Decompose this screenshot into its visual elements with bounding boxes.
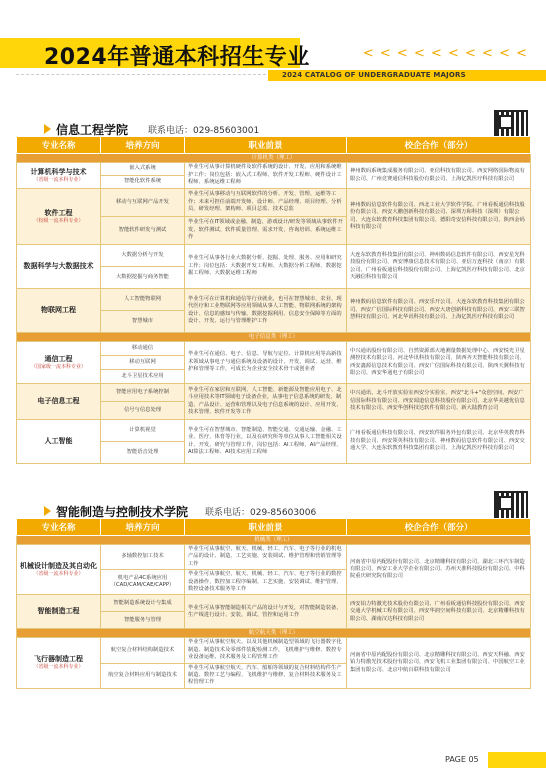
divider [16,74,266,75]
direction: 大数据挖掘与商务智能 [101,267,185,289]
career-prospects: 毕业生可从事航空航天、汽车、船舶等领域的复合材料结构件生产制造、数控工艺与编程、飞机维护与维修、复合材料技术服务及工程管理工作 [185,663,347,688]
career-prospects: 毕业生可在IT领域或金融、制造、游戏设计/研发等领域从事软件开发、软件测试、软件质量管理、需求开发、咨询培训、系统运维工作 [185,217,347,245]
direction: 北斗卫星技术应用 [101,370,185,384]
major-name: 计算机科学与技术 （省级一流本科专业） [17,163,101,189]
section-marker-icon [44,124,51,134]
career-prospects: 毕业生可从事计算机硬件及软件系统的设计、开发、应用和系统维护工作；岗位包括：嵌入式工程师、软件开发工程师、硬件设计工程师、系统运维工程师 [185,163,347,189]
major-name: 软件工程 （校级一流本科专业） [17,189,101,245]
direction: 计算机视觉 [101,420,185,442]
direction: 多轴数控加工技术 [101,545,185,570]
partners: 中兴通讯、北斗开放实验室西安分实验室、西安"北斗+"众创空间、西安广信国际科技有限公司、西安闻道信息科技股份有限公司、北京华美越优信息技术有限公司、西安华创科技达软件有限公司、新大陆教育公司 [347,384,531,420]
col-header: 专业名称 [17,519,101,536]
direction: 航空复合材料结构制造技术 [101,638,185,663]
career-prospects: 毕业生可从事智能制造相关产品的设计与开发，对智能制造装备、生产线进行设计、安装、调试、管控和运用工作 [185,595,347,629]
direction: 移动与互联网产品开发 [101,189,185,217]
col-header: 培养方向 [101,137,185,154]
decorative-chevrons: < < < < < < < < < < [362,46,528,61]
section-phone: 联系电话：029-85603001 [148,126,260,136]
partners: 中兴通讯股份有限公司、自然资源部大地测量数据处理中心、西安悦光卫星测控技术有限公司、河北华讯科技有限公司、陕西齐天智能科技有限公司、西安鑫源信息技术有限公司、西安广信国际科技有限公司、陕西天翼科技有限公司、西安华通电子有限公司 [347,342,531,384]
partners: 神州数码信息软件有限公司、西安乐开公司、大连东软教育科技集团有限公司、西安广信国际科技有限公司、西安大唐创新科技有限公司、西安三联智慧科技有限公司、河北华讯科技有限公司、上海亿凯医疗科技有限公司 [347,289,531,333]
major-name: 人工智能 [17,420,101,464]
col-header: 校企合作（部分） [347,137,531,154]
page-header [0,0,546,78]
col-header: 职业前景 [185,519,347,536]
partners: 大连东软教育科技集团有限公司、神州数码信息软件有限公司、西安星光科技股份有限公司、西安博康信息技术有限公司、亚信万连科技（南京）有限公司、广州看板通信科技股份有限公司、上海亿凯医疗科技有限公司、北京天融信科技有限公司 [347,245,531,289]
direction: 移动互联网 [101,356,185,370]
direction: 嵌入式系统 [101,163,185,176]
career-prospects: 毕业生可从事航空、航天、机械、轻工、汽车、电子等行业的机电产品的设计、制造、工艺实施、安装调试、维护管理和营销管理等工作 [185,545,347,570]
direction: 智能软件研发与测试 [101,217,185,245]
major-name: 飞行器制造工程 （省级一流本科专业） [17,638,101,688]
career-prospects: 毕业生可在智慧城市、智能制造、智能交通、交通运输、金融、工业、医疗、体育等行业，以及在研究所等单位从事人工智能相关设计、开发、研究与管理工作，岗位包括：AI工程师、AI产品经理、AI算法工程师、AI技术应用工程师 [185,420,347,464]
direction: 智能语音处理 [101,442,185,464]
direction: 智能制造系统设计与集成 [101,595,185,612]
partners: 广州看板通信科技有限公司、西安软件服务外包有限公司、北京华英教育科技有限公司、西安领英科技有限公司、神州数码信息软件有限公司、西安交通大学、大连东软教育科技集团有限公司、上海亿凯医疗科技有限公司 [347,420,531,464]
major-name: 数据科学与大数据技术 [17,245,101,289]
page-number-bar [488,752,546,768]
direction: 移动通信 [101,342,185,356]
page-subtitle: 2024 CATALOG OF UNDERGRADUATE MAJORS [282,71,466,79]
career-prospects: 毕业生可从事移动与互联网软件的分析、开发、管理、运维等工作；未来可担任前端开发师、设计师、产品经理、项目经理、分析员、研发经理、架构师、项目总监、技术总监 [185,189,347,217]
col-header: 校企合作（部分） [347,519,531,536]
major-name: 机械设计制造及其自动化 （省级一流本科专业） [17,545,101,595]
career-prospects: 毕业生可在计算机和通信等行业就业，也可在智慧城市、农业、现代医疗和工业物联网等应用领域从事人工智能、物联网系统的架构设计、信息的感知与传输、数据挖掘利用、信息安全保障等方面的设计、开发、运行与管理维护工作 [185,289,347,333]
partners: 河南省中原内配股份有限公司、北京精雕科技有限公司、湖北三环汽车制造有限公司、西安工业大学企业有限公司、苏州天准科技股份有限公司、中科院重庆研究院有限公司 [347,545,531,595]
major-name: 电子信息工程 [17,384,101,420]
direction: 信号与信息处理 [101,402,185,420]
major-name: 通信工程 （国家级一流本科专业） [17,342,101,384]
majors-table-1 [16,136,531,464]
direction: 人工智能物联网 [101,289,185,311]
partners: 河南省中原内配股份有限公司、北京精雕科技有限公司、西安天科融、西安铂力特激光技术股份有限公司、西安飞机工业集团有限公司、中国航空工业集团有限公司、北京中航百联科技有限公司 [347,638,531,688]
partners: 西安铂力特激光技术股份有限公司、广州看板通信科技股份有限公司、西安交通大学机械工程有限公司、西安华润空间科技有限公司、北京精雕科技有限公司、湖南汉达科技有限公司 [347,595,531,629]
section-phone: 联系电话：029-85603006 [205,508,317,518]
direction: 智慧城市 [101,311,185,333]
direction: 智能应用电子系统控制 [101,384,185,402]
career-prospects: 毕业生可在通信、电子、信息、导航与定位、计算机应用等高新技术领域从事电子与通信系统及设备的设计、开发、调试、运营、维护和管理等工作，可成长为企业安全技术骨干或创业者 [185,342,347,384]
section-title: 智能制造与控制技术学院 [56,505,189,519]
direction: 机电产品4C系统应用（CAD/CAM/CAE/CAPP） [101,570,185,595]
col-header: 培养方向 [101,519,185,536]
career-prospects: 毕业生可从事航空航天、以及其他机械制造型领域的飞行器数字化制造、制造技术及零部件装配检测工作，飞机维护与维修、数控专业设备运维、技术服务及工程管理工作 [185,638,347,663]
career-prospects: 毕业生可从事航空、航天、机械、轻工、汽车、电子等行业的数控设备操作、数控加工程序编制、工艺实施、安装调试、维护管理、数控设备技术服务等工作 [185,570,347,595]
direction: 大数据分析与开发 [101,245,185,267]
category-band: 电子信息类（理工） [17,333,531,342]
career-prospects: 毕业生可在家居和互联网、人工智能、新能源及智能应用电子、北斗应用技术等IT领域电子设备企业，从事电子信息系统的研发、制造、产品设计、运营和管理以及电子信息系统的设计、应用开发、技术管理、软件开发等工作 [185,384,347,420]
majors-table-2 [16,518,531,689]
major-name: 智能制造工程 [17,595,101,629]
major-name: 物联网工程 [17,289,101,333]
category-band: 航空航天类（理工） [17,629,531,638]
category-band: 机械类（理工） [17,536,531,545]
direction: 航空复合材料应用与制造技术 [101,663,185,688]
table-header-row [17,137,531,154]
page-number: PAGE 05 [445,755,479,764]
table-header-row [17,519,531,536]
section-title: 信息工程学院 [56,123,129,137]
partners: 神州数码系统集成服务有限公司、亚信科技有限公司、西安网络国际物流有限公司、广州竞赛通信科技股份有限公司、上海亿凯医疗科技有限公司 [347,163,531,189]
col-header: 专业名称 [17,137,101,154]
direction: 智能化软件系统 [101,176,185,189]
career-prospects: 毕业生可从事各行业大数据分析、挖掘、处理、服务、应用和研究工作；岗位包括：大数据开发工程师、大数据分析工程师、数据挖掘工程师、大数据运维工程师 [185,245,347,289]
page-title: 2024年普通本科招生专业 [44,45,310,70]
partners: 神州数码信息软件有限公司、西北工业大学软件学院、广州看板通信科技股份有限公司、西安大鹏创新科技有限公司、深圳万和科技（深圳）有限公司、大连东软教育科技集团有限公司、德阳奇安信科技有限公司、陕西金码科技有限公司 [347,189,531,245]
category-band: 计算机类（理工） [17,154,531,163]
section-marker-icon [44,506,51,516]
direction: 智能服务与管理 [101,612,185,629]
col-header: 职业前景 [185,137,347,154]
